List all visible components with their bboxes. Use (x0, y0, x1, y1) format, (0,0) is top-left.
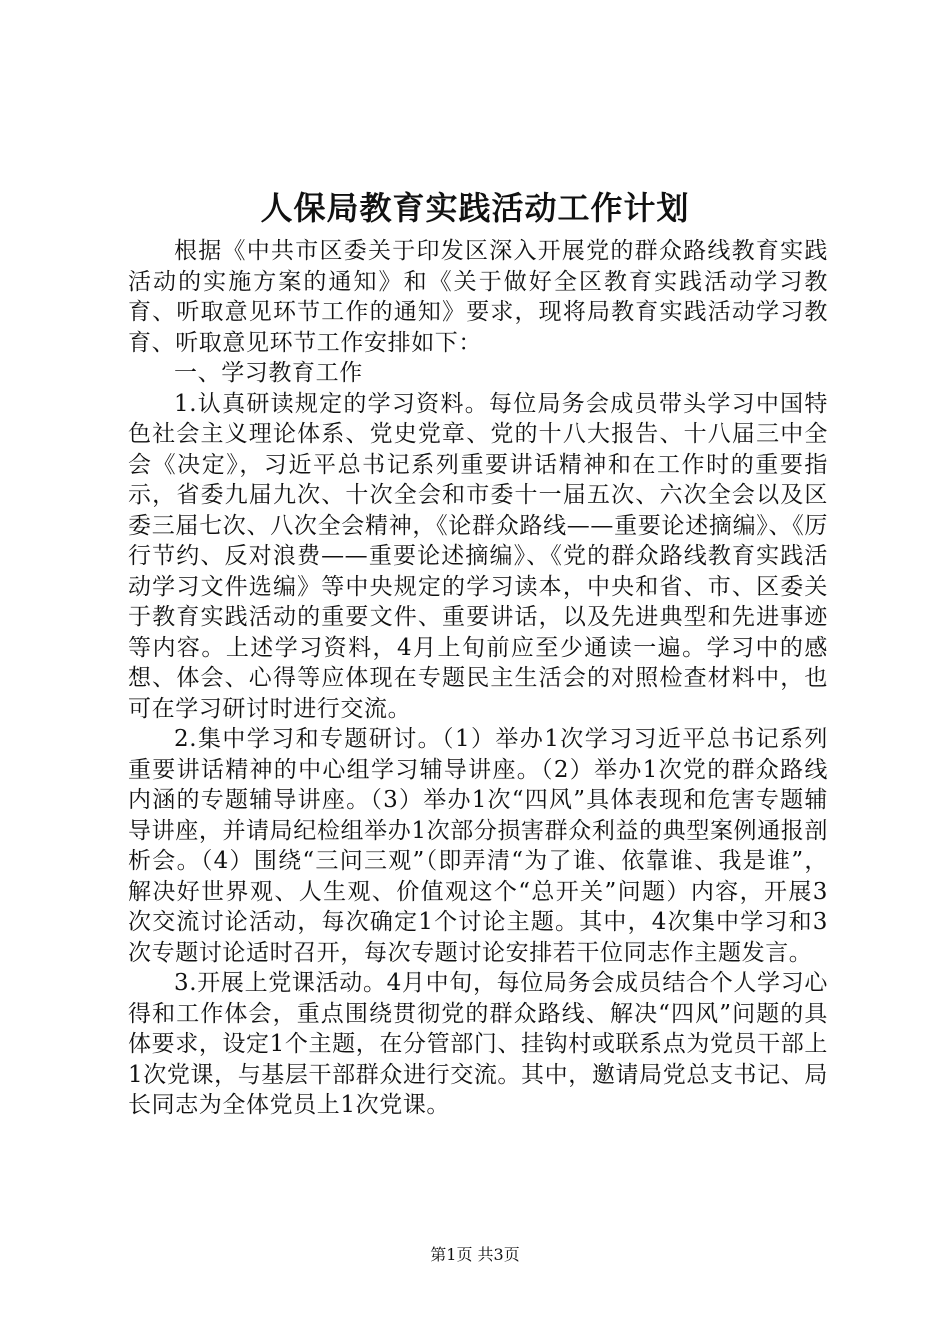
paragraph-item-3: 3.开展上党课活动。4月中旬，每位局务会成员结合个人学习心得和工作体会，重点围绕贯彻党的群众路线、解决“四风”问题的具体要求，设定1个主题，在分管部门、挂钩村或联系点为党员干部上1次党课，与基层干部群众进行交流。其中，邀请局党总支书记、局长同志为全体党员上1次党课。 (128, 970, 828, 1118)
paragraph-intro: 根据《中共市区委关于印发区深入开展党的群众路线教育实践活动的实施方案的通知》和《关于做好全区教育实践活动学习教育、听取意见环节工作的通知》要求，现将局教育实践活动学习教育、听取意见环节工作安排如下： (128, 238, 828, 356)
paragraph-item-2: 2.集中学习和专题研讨。（1）举办1次学习习近平总书记系列重要讲话精神的中心组学习辅导讲座。（2）举办1次党的群众路线内涵的专题辅导讲座。（3）举办1次“四风”具体表现和危害专题辅导讲座，并请局纪检组举办1次部分损害群众利益的典型案例通报剖析会。（4）围绕“三问三观”（即弄清“为了谁、依靠谁、我是谁”，解决好世界观、人生观、价值观这个“总开关”问题）内容，开展3次交流讨论活动，每次确定1个讨论主题。其中，4次集中学习和3次专题讨论适时召开，每次专题讨论安排若干位同志作主题发言。 (128, 726, 828, 966)
section-heading-study: 一、学习教育工作 (174, 360, 363, 386)
paragraph-item-1: 1.认真研读规定的学习资料。每位局务会成员带头学习中国特色社会主义理论体系、党史党章、党的十八大报告、十八届三中全会《决定》，习近平总书记系列重要讲话精神和在工作时的重要指示，省委九届九次、十次全会和市委十一届五次、六次全会以及区委三届七次、八次全会精神，《论群众路线——重要论述摘编》、《厉行节约、反对浪费——重要论述摘编》、《党的群众路线教育实践活动学习文件选编》等中央规定的学习读本，中央和省、市、区委关于教育实践活动的重要文件、重要讲话，以及先进典型和先进事迹等内容。上述学习资料，4月上旬前应至少通读一遍。学习中的感想、体会、心得等应体现在专题民主生活会的对照检查材料中，也可在学习研讨时进行交流。 (128, 390, 828, 722)
document-body (128, 236, 828, 1121)
document-title: 人保局教育实践活动工作计划 (260, 189, 690, 227)
page-number-footer: 第1页 共3页 (430, 1245, 520, 1264)
